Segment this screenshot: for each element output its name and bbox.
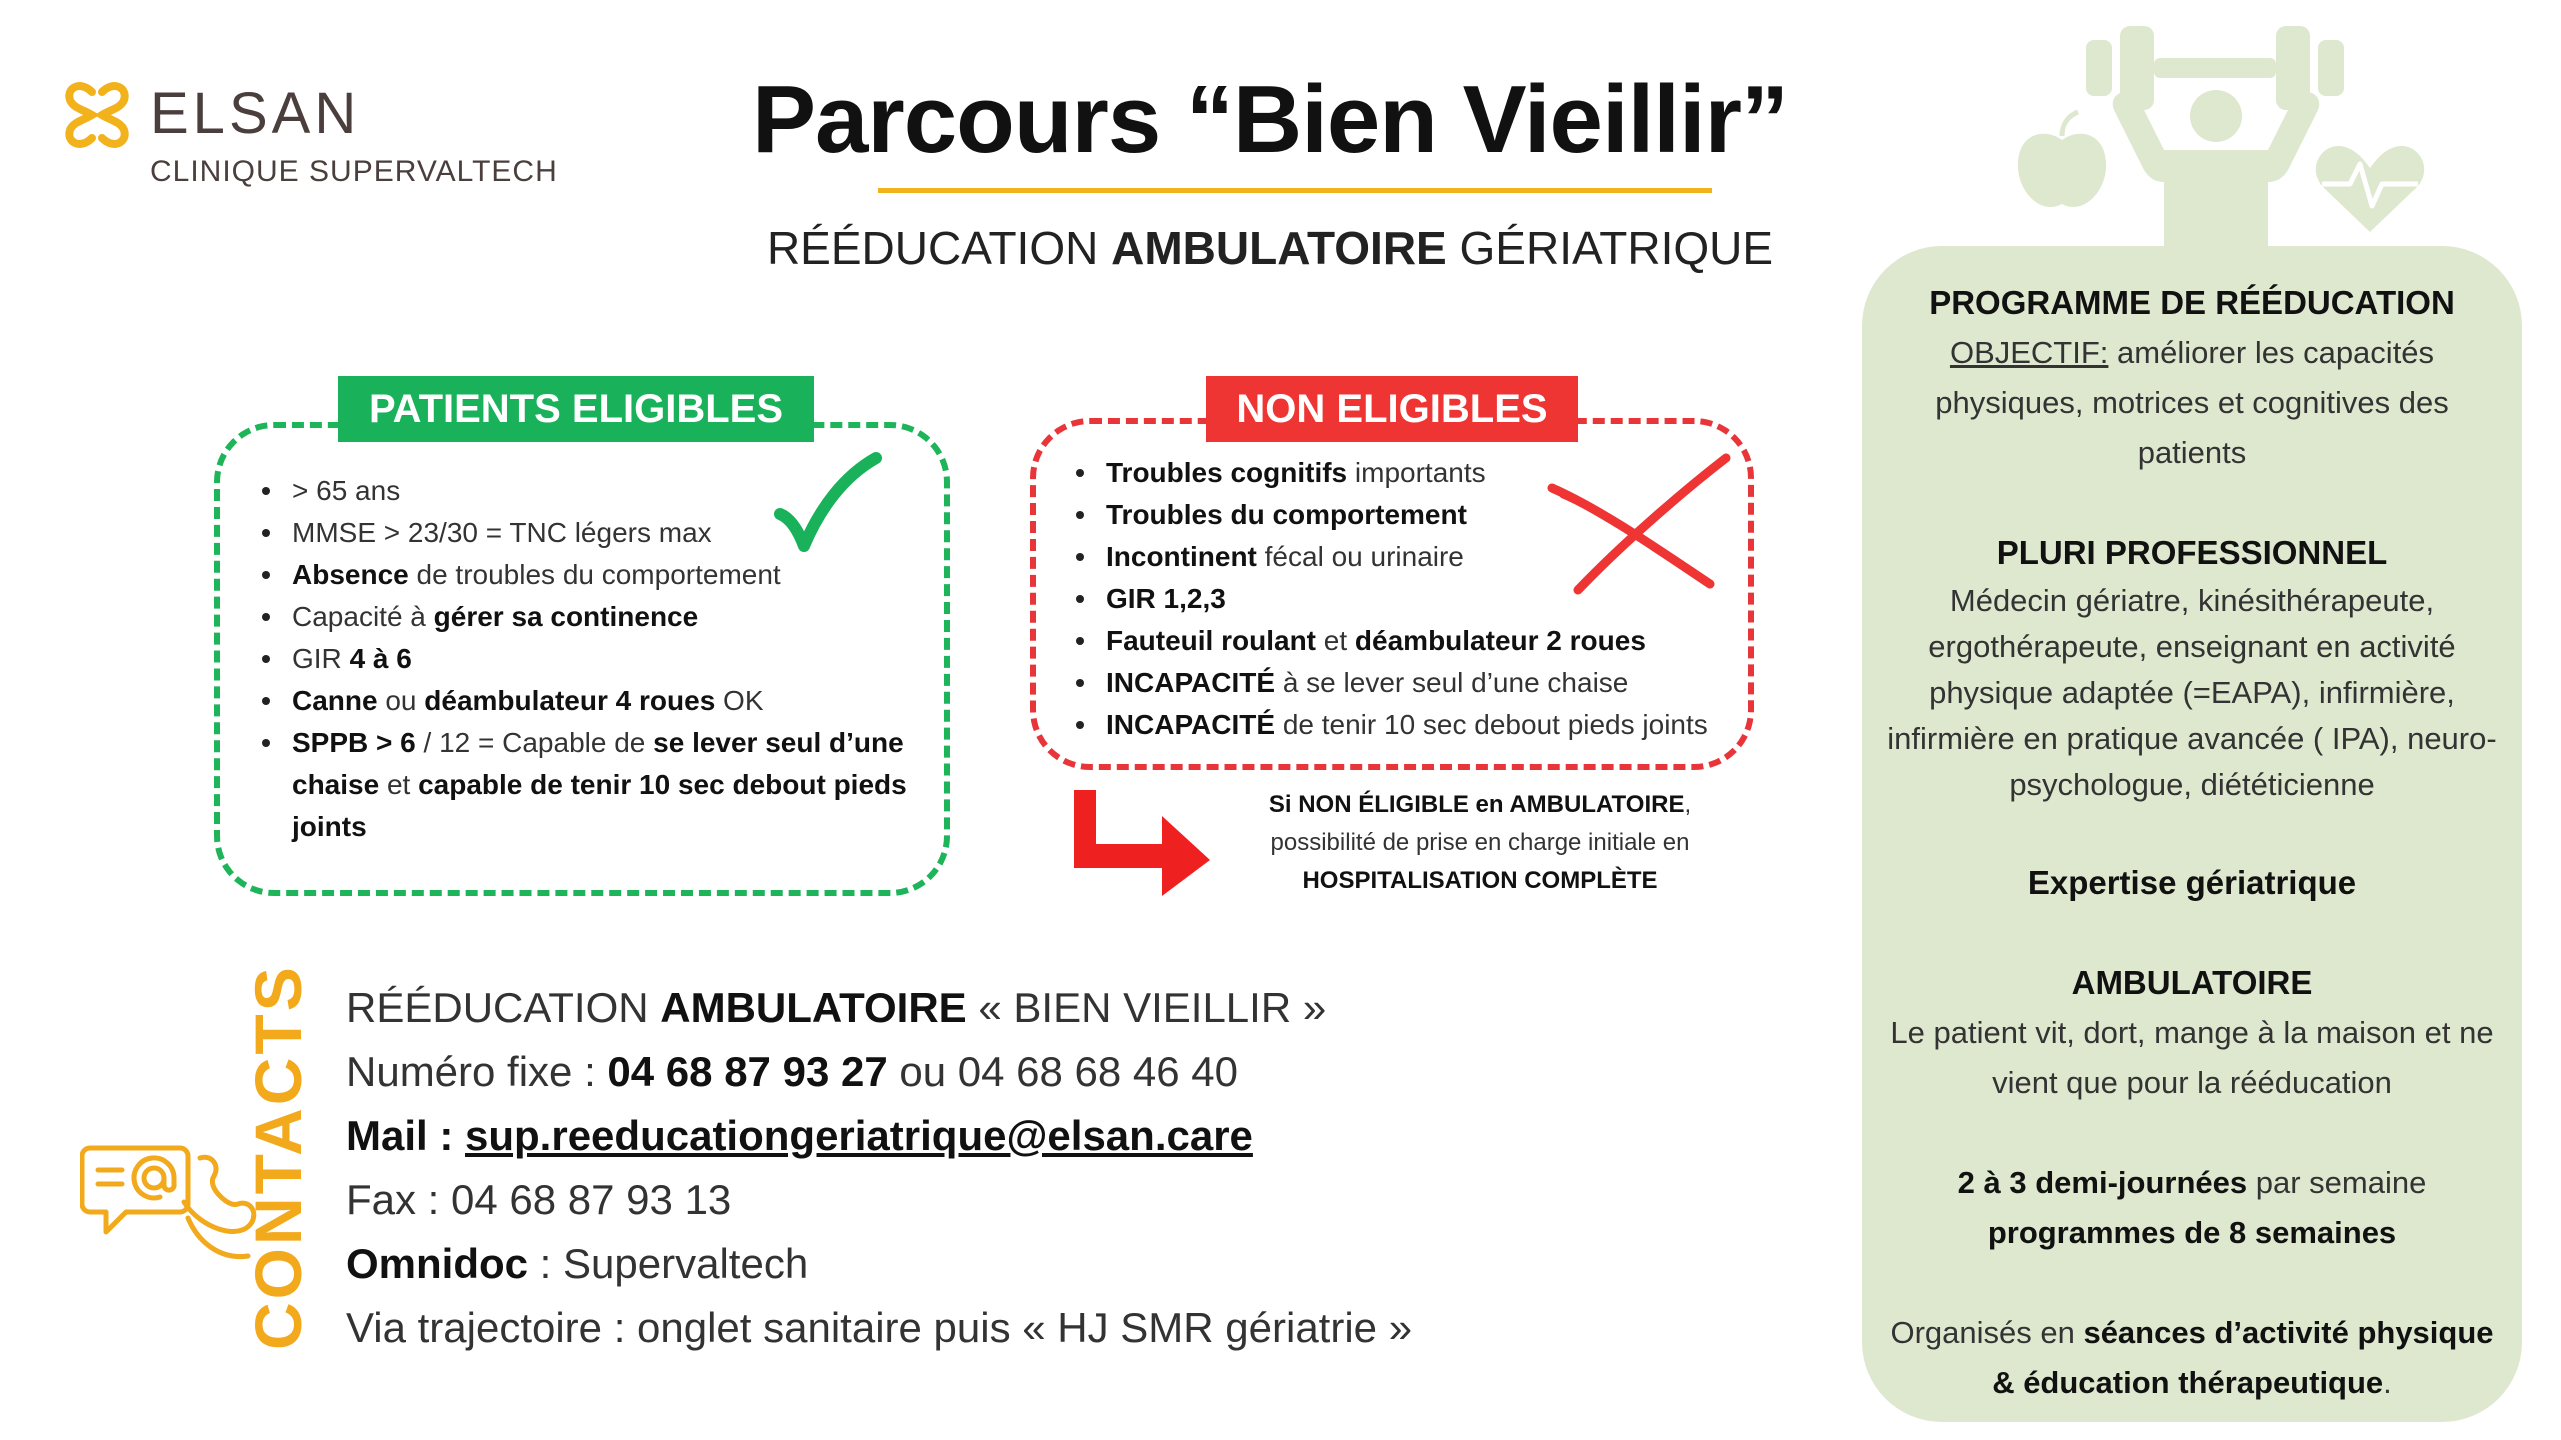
contact-line-fax: Fax : 04 68 87 93 13 xyxy=(346,1176,732,1223)
non-eligible-list xyxy=(1070,452,1750,746)
list-item: Fauteuil roulant et déambulateur 2 roues xyxy=(1070,620,1750,662)
list-item: Absence de troubles du comportement xyxy=(256,554,936,596)
list-item: Troubles cognitifs importants xyxy=(1070,452,1750,494)
ambulatoire-title: AMBULATOIRE xyxy=(2071,964,2313,1001)
list-item: MMSE > 23/30 = TNC légers max xyxy=(256,512,936,554)
contact-line-phone: Numéro fixe : 04 68 87 93 27 ou 04 68 68 46 40 xyxy=(346,1048,1239,1095)
contacts-block xyxy=(346,976,1546,1360)
list-item: SPPB > 6 / 12 = Capable de se lever seul d’une chaise et capable de tenir 10 sec debout pieds joints xyxy=(256,722,936,848)
expertise-title: Expertise gériatrique xyxy=(2027,864,2357,901)
page-subtitle: RÉÉDUCATION AMBULATOIRE GÉRIATRIQUE xyxy=(766,222,1774,274)
eligible-tag: PATIENTS ELIGIBLES xyxy=(338,376,814,442)
contact-phone-email-icon xyxy=(80,1118,260,1268)
contact-line-omnidoc: Omnidoc : Supervaltech xyxy=(346,1240,809,1287)
logo-name: ELSAN xyxy=(150,81,361,146)
programme-content xyxy=(1882,278,2502,1408)
organisation-text: Organisés en séances d’activité physique & éducation thérapeutique. xyxy=(1890,1315,2494,1400)
frequency-text: 2 à 3 demi-journées par semaine xyxy=(1957,1165,2427,1200)
programme-title: PROGRAMME DE RÉÉDUCATION xyxy=(1929,284,2455,321)
list-item: INCAPACITÉ de tenir 10 sec debout pieds joints xyxy=(1070,704,1750,746)
pluri-title: PLURI PROFESSIONNEL xyxy=(1996,534,2388,571)
email-link[interactable]: sup.reeducationgeriatrique@elsan.care xyxy=(465,1112,1253,1159)
ambulatoire-text: Le patient vit, dort, mange à la maison et ne vient que pour la rééducation xyxy=(1890,1015,2494,1100)
contact-line-service: RÉÉDUCATION AMBULATOIRE « BIEN VIEILLIR » xyxy=(346,984,1327,1031)
contacts-label: CONTACTS xyxy=(241,964,315,1350)
list-item: > 65 ans xyxy=(256,470,936,512)
contact-line-mail: Mail : sup.reeducationgeriatrique@elsan.care xyxy=(346,1112,1253,1159)
healthy-aging-icon xyxy=(2006,20,2426,246)
list-item: GIR 1,2,3 xyxy=(1070,578,1750,620)
list-item: Capacité à gérer sa continence xyxy=(256,596,936,638)
list-item: Troubles du comportement xyxy=(1070,494,1750,536)
duration-text: programmes de 8 semaines xyxy=(1987,1215,2397,1250)
list-item: Incontinent fécal ou urinaire xyxy=(1070,536,1750,578)
list-item: Canne ou déambulateur 4 roues OK xyxy=(256,680,936,722)
objectif-text: OBJECTIF: améliorer les capacités physiques, motrices et cognitives des patients xyxy=(1935,335,2449,470)
elsan-logo-icon xyxy=(62,80,132,150)
logo-subtitle: CLINIQUE SUPERVALTECH xyxy=(150,155,558,188)
title-underline xyxy=(878,188,1712,193)
redirect-note: Si NON ÉLIGIBLE en AMBULATOIRE, possibilité de prise en charge initiale en HOSPITALISATION COMPLÈTE xyxy=(1268,791,1692,894)
list-item: GIR 4 à 6 xyxy=(256,638,936,680)
contact-line-trajectoire: Via trajectoire : onglet sanitaire puis « HJ SMR gériatrie » xyxy=(346,1304,1413,1351)
redirect-arrow-icon xyxy=(1070,786,1212,898)
non-eligible-tag: NON ELIGIBLES xyxy=(1206,376,1578,442)
page-title: Parcours “Bien Vieillir” xyxy=(752,66,1788,173)
pluri-text: Médecin gériatre, kinésithérapeute, ergothérapeute, enseignant en activité physique adaptée (=EAPA), infirmière, infirmière en pratique avancée ( IPA), neuro-psychologue, diététicienne xyxy=(1887,583,2497,802)
list-item: INCAPACITÉ à se lever seul d’une chaise xyxy=(1070,662,1750,704)
eligible-list xyxy=(256,470,936,848)
